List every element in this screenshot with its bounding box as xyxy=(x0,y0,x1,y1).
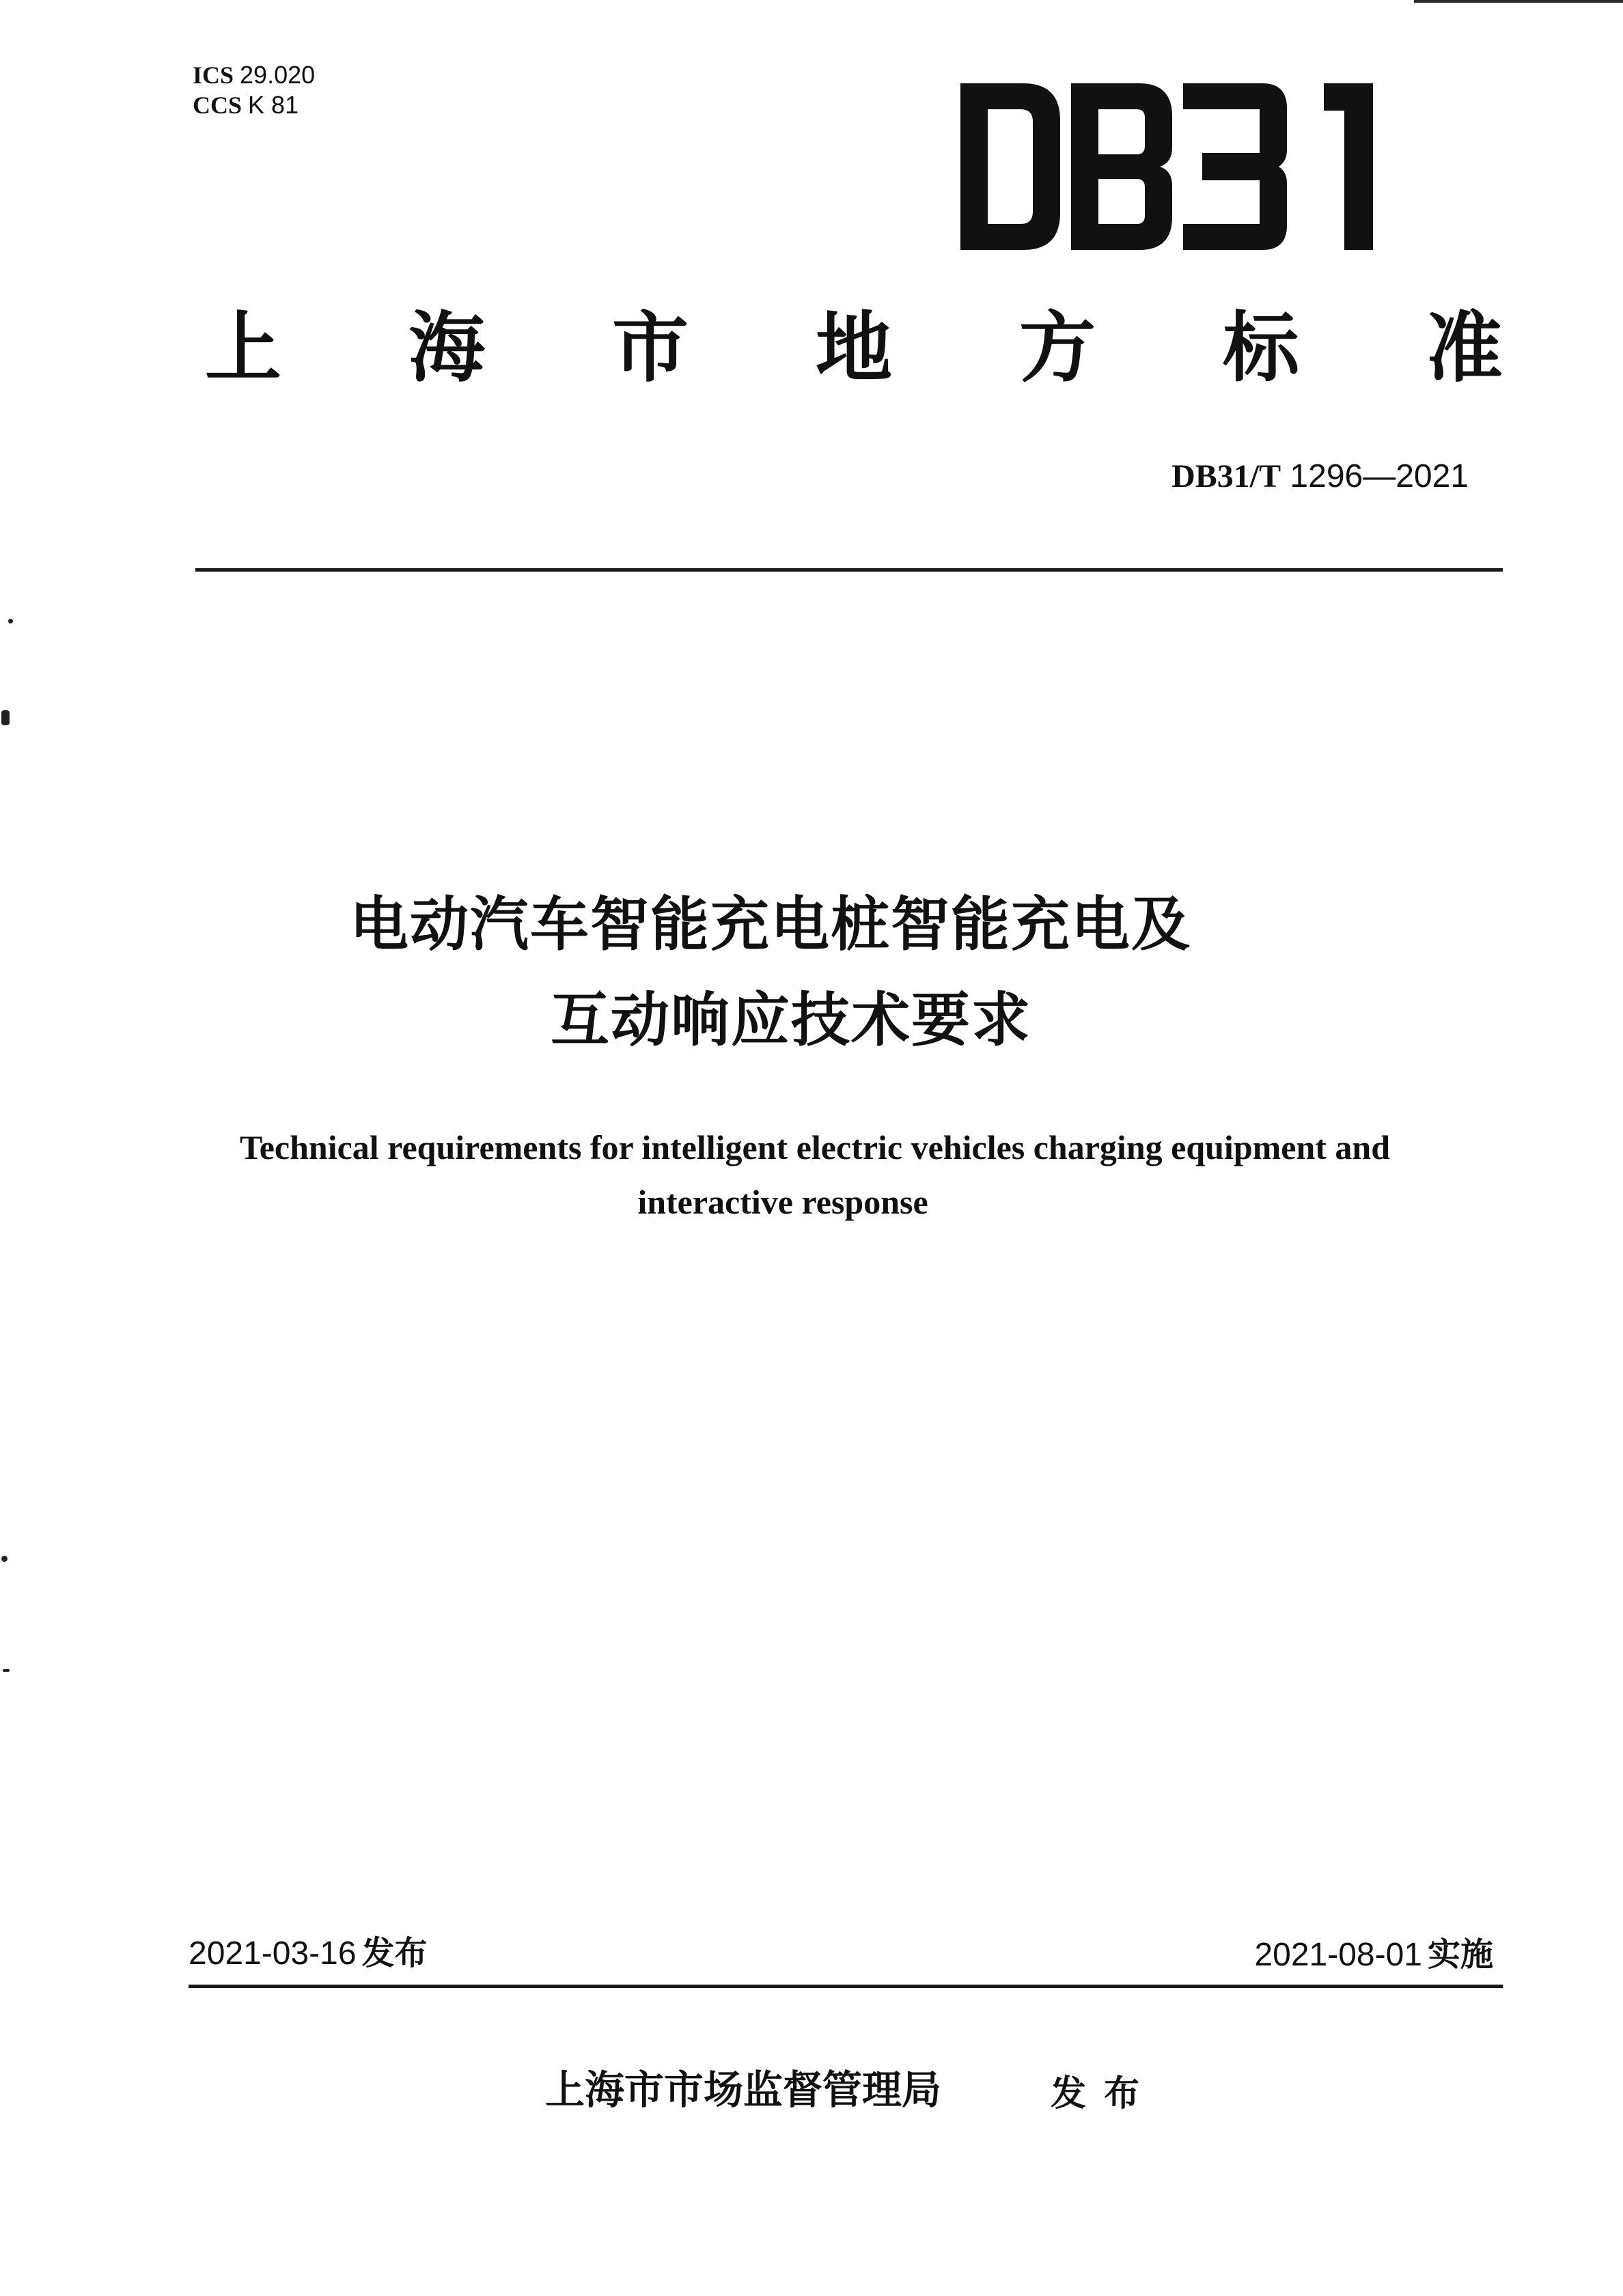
category-char: 上 xyxy=(205,304,281,393)
scan-speck xyxy=(8,619,13,624)
ics-row xyxy=(193,60,315,90)
publish-date xyxy=(189,1933,428,1974)
scan-edge-line xyxy=(1414,0,1623,3)
category-char: 方 xyxy=(1019,304,1096,393)
standard-number-prefix: DB31/T xyxy=(1171,458,1281,494)
scan-speck xyxy=(1,1556,8,1562)
ccs-row xyxy=(193,90,315,120)
effective-date-label: 实施 xyxy=(1427,1935,1493,1974)
title-chinese-line2: 互动响应技术要求 xyxy=(551,986,1031,1054)
title-english-line2: interactive response xyxy=(637,1183,928,1221)
effective-date xyxy=(1254,1934,1493,1976)
ics-label: ICS xyxy=(193,61,234,89)
ccs-label: CCS xyxy=(193,92,242,119)
bottom-divider xyxy=(189,1985,1503,1988)
issuer-name: 上海市市场监督管理局 xyxy=(545,2067,942,2113)
effective-date-value: 2021-08-01 xyxy=(1254,1937,1422,1973)
category-char: 地 xyxy=(816,304,892,393)
top-divider xyxy=(195,568,1503,572)
publish-date-label: 发布 xyxy=(361,1934,428,1972)
ccs-code: K 81 xyxy=(248,91,299,119)
title-english-line1: Technical requirements for intelligent electric vehicles charging equipment and xyxy=(239,1128,1391,1166)
scan-speck xyxy=(3,1669,10,1672)
issuer-action: 发布 xyxy=(1051,2073,1158,2114)
publish-date-value: 2021-03-16 xyxy=(189,1935,357,1972)
standard-category xyxy=(205,300,1503,396)
ics-code: 29.020 xyxy=(240,61,316,89)
category-char: 市 xyxy=(612,304,689,393)
category-char: 标 xyxy=(1223,304,1299,393)
title-chinese-line1: 电动汽车智能充电桩智能充电及 xyxy=(350,891,1191,959)
classification-codes xyxy=(193,60,315,120)
db31-logo-graphic xyxy=(958,82,1413,251)
db31-logo xyxy=(958,82,1413,251)
standard-number-rest: 1296—2021 xyxy=(1281,458,1469,494)
category-char: 海 xyxy=(408,304,485,393)
category-char: 准 xyxy=(1426,304,1503,393)
scan-speck xyxy=(1,710,10,725)
standard-number xyxy=(1171,456,1469,497)
